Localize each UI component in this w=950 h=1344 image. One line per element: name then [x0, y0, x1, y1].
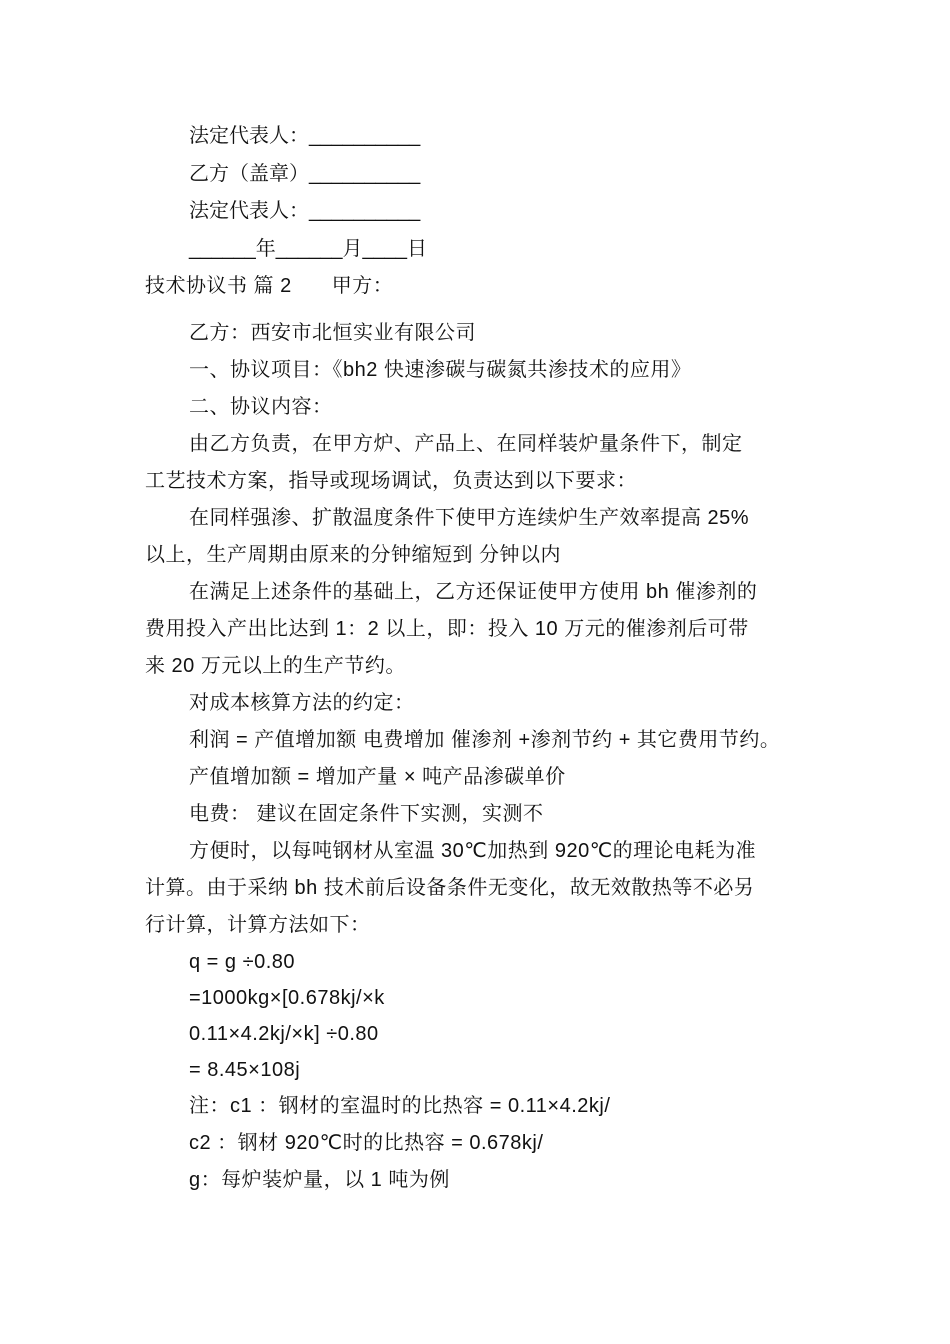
signature-party-b-seal: 乙方（盖章）__________: [189, 162, 421, 185]
party-a-label: 甲方：: [331, 275, 394, 297]
agreement-item-2: 二、协议内容：: [189, 396, 333, 418]
para2-line-1: 在同样强渗、扩散温度条件下使甲方连续炉生产效率提高 25%: [189, 507, 750, 529]
para4-line-3: 行计算，计算方法如下：: [145, 914, 371, 936]
section-heading: 技术协议书 篇 2: [145, 275, 292, 297]
document-body: [145, 118, 825, 1199]
note-c2: c2 ：钢材 920℃时的比热容 = 0.678kj/: [189, 1132, 544, 1154]
electricity-fee-line: 电费： 建议在固定条件下实测，实测不: [189, 803, 544, 825]
formula-line-2: =1000kg×[0.678kj/×k: [189, 987, 385, 1009]
note-g: g：每炉装炉量，以 1 吨为例: [189, 1169, 450, 1191]
para3-line-1: 在满足上述条件的基础上，乙方还保证使甲方使用 bh 催渗剂的: [189, 581, 758, 603]
agreement-item-1: 一、协议项目：《bh2 快速渗碳与碳氮共渗技术的应用》: [189, 359, 692, 381]
signature-date: ______年______月____日: [189, 237, 427, 260]
formula-line-3: 0.11×4.2kj/×k] ÷0.80: [189, 1023, 379, 1045]
para1-line-2: 工艺技术方案，指导或现场调试，负责达到以下要求：: [145, 470, 637, 492]
signature-rep-a: 法定代表人：__________: [189, 125, 421, 147]
note-c1: 注：c1 ：钢材的室温时的比热容 = 0.11×4.2kj/: [189, 1095, 611, 1117]
para3-line-2: 费用投入产出比达到 1：2 以上，即：投入 10 万元的催渗剂后可带: [145, 618, 749, 640]
signature-rep-b: 法定代表人：__________: [189, 200, 421, 222]
para4-line-1: 方便时，以每吨钢材从室温 30℃加热到 920℃的理论电耗为准: [189, 840, 757, 862]
formula-line-4: = 8.45×108j: [189, 1059, 301, 1081]
cost-heading: 对成本核算方法的约定：: [189, 692, 415, 714]
para1-line-1: 由乙方负责，在甲方炉、产品上、在同样装炉量条件下，制定: [189, 433, 743, 455]
profit-formula: 利润 = 产值增加额 电费增加 催渗剂 +渗剂节约 + 其它费用节约。: [189, 729, 781, 751]
para3-line-3: 来 20 万元以上的生产节约。: [145, 655, 406, 677]
party-b-line: 乙方：西安市北恒实业有限公司: [189, 322, 476, 344]
para2-line-2: 以上，生产周期由原来的分钟缩短到 分钟以内: [145, 544, 562, 566]
formula-line-1: q = g ÷0.80: [189, 951, 295, 973]
section-heading-row: [145, 268, 825, 305]
para4-line-2: 计算。由于采纳 bh 技术前后设备条件无变化，故无效散热等不必另: [145, 877, 755, 899]
value-increase-formula: 产值增加额 = 增加产量 × 吨产品渗碳单价: [189, 766, 566, 788]
